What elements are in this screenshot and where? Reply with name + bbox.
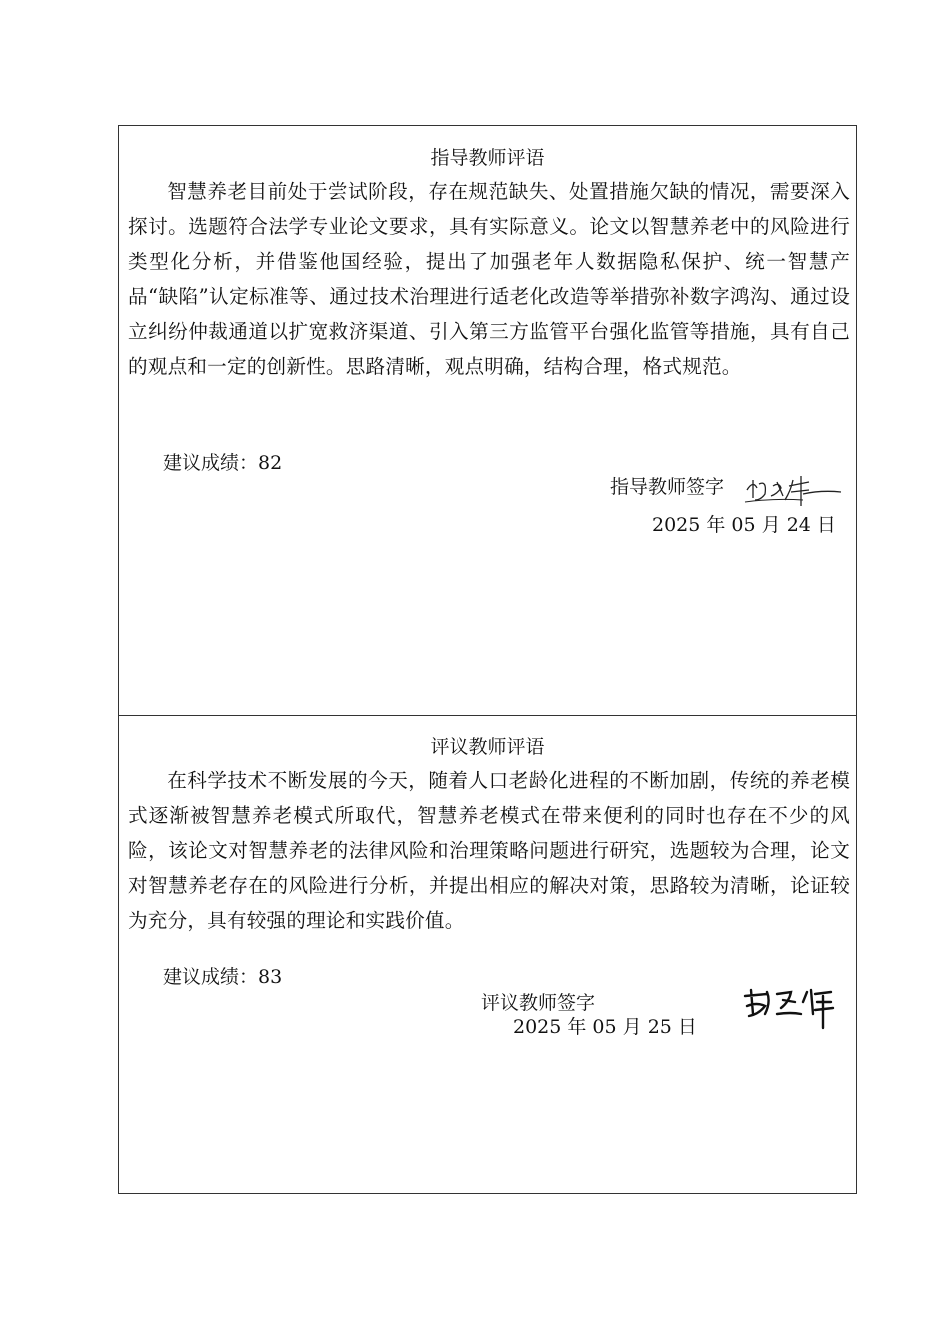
handwritten-signature-icon	[741, 984, 841, 1034]
reviewer-date: 2025 年 05 月 25 日	[513, 1016, 697, 1038]
advisor-comment-text: 智慧养老目前处于尝试阶段，存在规范缺失、处置措施欠缺的情况，需要深入探讨。选题符合法学专业论文要求，具有实际意义。论文以智慧养老中的风险进行类型化分析，并借鉴他国经验，提出了加强老年人数据隐私保护、统一智慧产品“缺陷”认定标准等、通过技术治理进行适老化改造等举措弥补数字鸿沟、通过设立纠纷仲裁通道以扩宽救济渠道、引入第三方监管平台强化监管等措施，具有自己的观点和一定的创新性。思路清晰，观点明确，结构合理，格式规范。	[128, 180, 850, 378]
advisor-comment-cell	[119, 126, 856, 716]
reviewer-comment-text: 在科学技术不断发展的今天，随着人口老龄化进程的不断加剧，传统的养老模式逐渐被智慧养老模式所取代，智慧养老模式在带来便利的同时也存在不少的风险，该论文对智慧养老的法律风险和治理策略问题进行研究，选题较为合理，论文对智慧养老存在的风险进行分析，并提出相应的解决对策，思路较为清晰，论证较为充分，具有较强的理论和实践价值。	[128, 769, 850, 932]
reviewer-section-title: 评议教师评语	[430, 736, 545, 758]
reviewer-grade: 建议成绩：83	[163, 966, 283, 988]
reviewer-signature-label: 评议教师签字	[481, 992, 596, 1014]
evaluation-table	[118, 125, 857, 1194]
advisor-date: 2025 年 05 月 24 日	[652, 514, 836, 536]
reviewer-comment-cell	[119, 716, 856, 1194]
advisor-grade: 建议成绩：82	[163, 452, 283, 474]
advisor-signature-label: 指导教师签字	[610, 476, 725, 498]
handwritten-signature-icon	[743, 472, 843, 508]
advisor-section-title: 指导教师评语	[430, 147, 545, 169]
